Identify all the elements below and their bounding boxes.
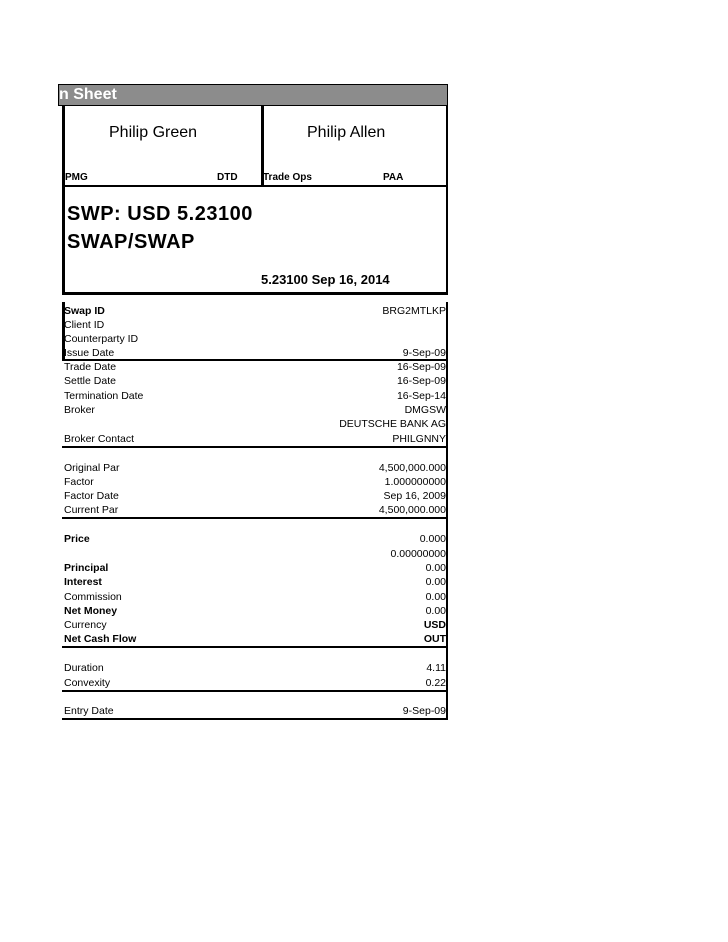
table-row xyxy=(62,346,448,360)
table-row xyxy=(62,403,448,417)
row-label: Interest xyxy=(64,576,102,588)
separator-3 xyxy=(62,517,448,519)
row-value: 0.22 xyxy=(425,677,446,689)
table-row xyxy=(62,547,448,561)
left-trader-desk: DTD xyxy=(217,172,238,183)
right-trader-code: PAA xyxy=(383,172,404,183)
row-label: Commission xyxy=(64,591,122,603)
table-row xyxy=(62,304,448,318)
row-value: 1.000000000 xyxy=(384,476,446,488)
table-row xyxy=(62,318,448,332)
separator-6 xyxy=(62,718,448,720)
table-row xyxy=(62,461,448,475)
traders-box xyxy=(62,106,448,187)
trade-summary-line1: SWP: USD 5.23100 xyxy=(67,203,253,225)
row-value: 0.00 xyxy=(425,562,446,574)
table-row xyxy=(62,590,448,604)
separator-5 xyxy=(62,690,448,692)
sheet-title: n Sheet xyxy=(59,86,117,103)
trade-summary-box xyxy=(62,187,448,295)
row-value: 0.00000000 xyxy=(390,548,446,560)
row-value: 16-Sep-09 xyxy=(396,361,446,373)
table-row xyxy=(62,503,448,517)
table-row xyxy=(62,475,448,489)
row-value: 0.00 xyxy=(425,576,446,588)
row-label: Client ID xyxy=(64,319,105,331)
row-label: Original Par xyxy=(64,462,120,474)
table-row xyxy=(62,676,448,690)
table-row xyxy=(62,661,448,675)
table-row xyxy=(62,489,448,503)
right-trader-dept: Trade Ops xyxy=(263,172,312,183)
row-label: Price xyxy=(64,533,90,545)
row-label: Net Money xyxy=(64,605,118,617)
row-label: Trade Date xyxy=(64,361,117,373)
table-row xyxy=(62,561,448,575)
row-label: Duration xyxy=(64,662,104,674)
row-label: Issue Date xyxy=(64,347,115,359)
right-trader-name: Philip Allen xyxy=(307,124,386,141)
table-row xyxy=(62,632,448,646)
row-label: Settle Date xyxy=(64,375,116,387)
row-label: Broker xyxy=(64,404,95,416)
trade-summary-line2: SWAP/SWAP xyxy=(67,231,195,253)
row-label: Current Par xyxy=(64,504,119,516)
row-value: 4.11 xyxy=(426,662,446,674)
row-label: Counterparty ID xyxy=(64,333,139,345)
row-value: Sep 16, 2009 xyxy=(383,490,446,502)
row-value: 0.00 xyxy=(425,605,446,617)
row-value: OUT xyxy=(423,633,446,645)
table-row xyxy=(62,417,448,431)
row-value: 16-Sep-09 xyxy=(396,375,446,387)
table-row xyxy=(62,432,448,446)
separator-4 xyxy=(62,646,448,648)
row-value: 9-Sep-09 xyxy=(402,347,446,359)
row-label: Net Cash Flow xyxy=(64,633,137,645)
separator-2 xyxy=(62,446,448,448)
row-label: Convexity xyxy=(64,677,111,689)
table-row xyxy=(62,575,448,589)
table-row xyxy=(62,374,448,388)
row-label: Entry Date xyxy=(64,705,114,717)
row-value: 16-Sep-14 xyxy=(396,390,446,402)
row-label: Factor Date xyxy=(64,490,119,502)
row-value: BRG2MTLKP xyxy=(382,305,446,317)
table-row xyxy=(62,604,448,618)
row-label: Currency xyxy=(64,619,107,631)
row-value: 9-Sep-09 xyxy=(402,705,446,717)
row-label: Broker Contact xyxy=(64,433,135,445)
table-row xyxy=(62,618,448,632)
sheet-title-bar xyxy=(58,84,448,106)
row-value: 4,500,000.000 xyxy=(378,462,446,474)
left-trader-code: PMG xyxy=(65,172,88,183)
row-value: 0.00 xyxy=(425,591,446,603)
trade-summary-sub: 5.23100 Sep 16, 2014 xyxy=(261,272,390,287)
row-value: PHILGNNY xyxy=(392,433,446,445)
row-value: 0.000 xyxy=(419,533,446,545)
row-label: Swap ID xyxy=(64,305,105,317)
table-row xyxy=(62,360,448,374)
row-value: DMGSW xyxy=(404,404,446,416)
table-row xyxy=(62,332,448,346)
row-label: Principal xyxy=(64,562,109,574)
row-value: 4,500,000.000 xyxy=(378,504,446,516)
table-row xyxy=(62,532,448,546)
row-value: DEUTSCHE BANK AG xyxy=(339,418,446,430)
row-label: Termination Date xyxy=(64,390,144,402)
row-label: Factor xyxy=(64,476,94,488)
table-row xyxy=(62,704,448,718)
table-row xyxy=(62,389,448,403)
left-trader-name: Philip Green xyxy=(109,124,198,141)
row-value: USD xyxy=(423,619,446,631)
